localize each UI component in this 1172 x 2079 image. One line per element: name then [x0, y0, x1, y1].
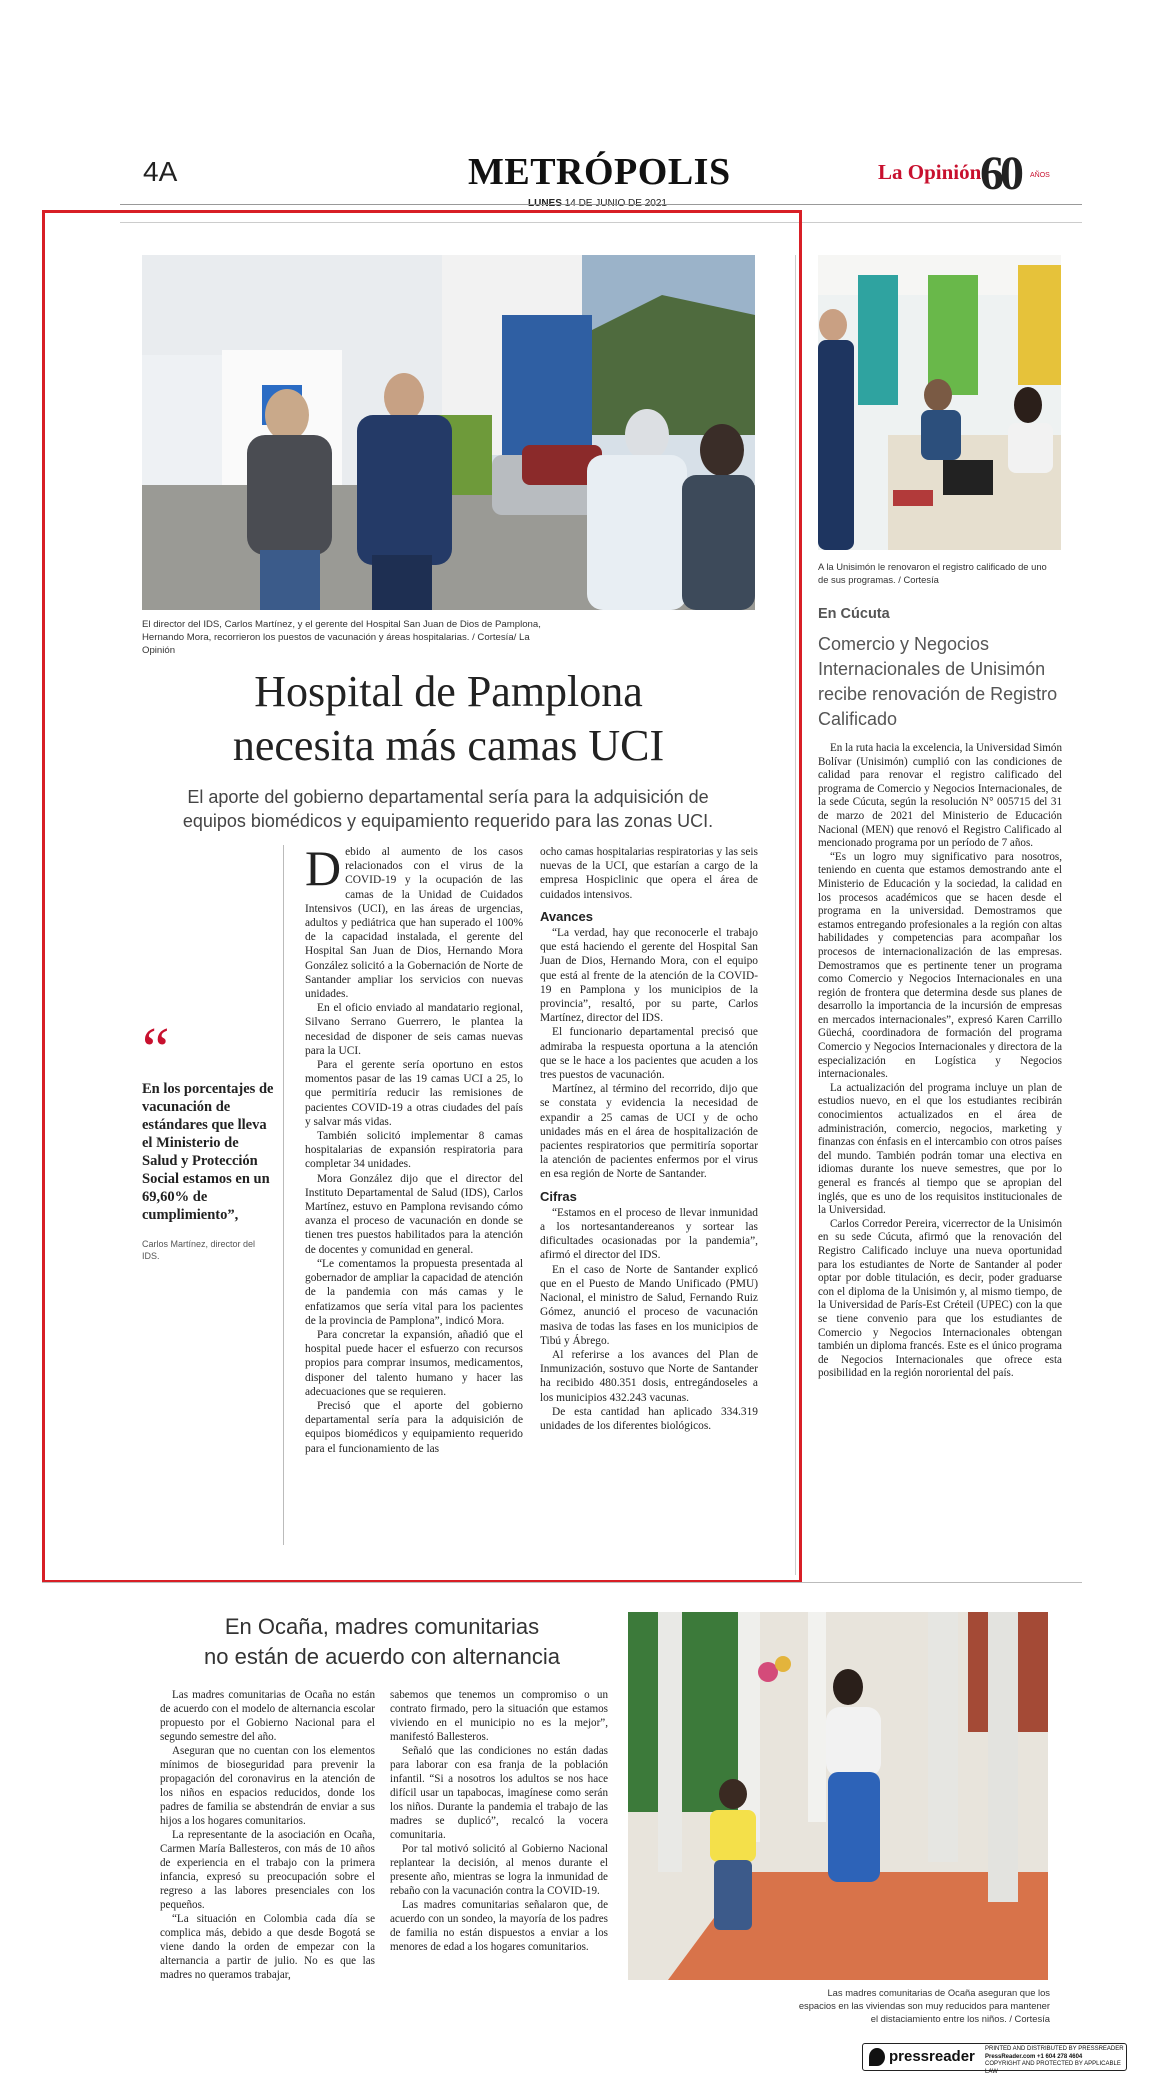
pressreader-line1: PRINTED AND DISTRIBUTED BY PRESSREADER — [985, 2046, 1124, 2052]
side-p3: La actualización del programa incluye un plan de estudios nuevo, en el que los estudiantes recibirán conocimientos actualizados en el área de administración, comercio, negocios, marketing y finanzas con énfasis en el intercambio con otros países del mundo. También podrán tomar una electiva en idiomas durante los nueve semestres, que por lo general es francés al tiempo que se apropian del inglés, que es uno de los requisitos institucionales de la Universidad. — [818, 1081, 1062, 1217]
bottom-col2-p2: Señaló que las condiciones no están dadas para laborar con esa franja de la población infantil. “Si a nosotros los adultos se nos hace difícil usar un tapabocas, imagínese como serán los niños. Durante la pandemia el trabajo de las madres se duplicó”, recalcó la vocera comunitaria. — [390, 1745, 608, 1841]
side-photo-caption: A la Unisimón le renovaron el registro calificado de uno de sus programas. / Cortesía — [818, 561, 1047, 585]
newspaper-logo — [878, 147, 1063, 200]
main-col1-p1: ebido al aumento de los casos relacionados con el virus de la COVID-19 y la ocupación de las camas de la Unidad de Cuidados Intensivos (UCI), en las áreas de urgencias, adultos y pediátrica que han superado el 100% de la capacidad instalada, el gerente del Hospital San Juan de Dios, Hernando Mora González solicitó a la Gobernación de Norte de Santander ampliar los servicios con nuevas unidades. — [305, 846, 523, 1001]
main-photo-caption: El director del IDS, Carlos Martínez, y el gerente del Hospital San Juan de Dios de Pamplona, Hernando Mora, recorrieron los puestos de vacunación y áreas hospitalarias. / Cortesía/ La Opinión — [142, 619, 541, 656]
main-col2-av1: “La verdad, hay que reconocerle el trabajo que está haciendo el gerente del Hospital San Juan de Dios, Hernando Mora, con el equipo que está al frente de la atención de la COVID-19 en Pamplona y los municipios de la provincia”, resaltó, por su parte, Carlos Martínez, director del IDS. — [540, 927, 758, 1025]
main-col1-p6: “Le comentamos la propuesta presentada al gobernador de ampliar la capacidad de atención de la pandemia con más camas y le enfatizamos que sería vital para los pacientes de la provincia de Pamplona”, indicó Mora. — [305, 1257, 523, 1327]
logo-years: AÑOS — [1030, 172, 1050, 179]
pressreader-line2: PressReader.com +1 604 278 4604 — [985, 2053, 1083, 2060]
side-p1: En la ruta hacia la excelencia, la Universidad Simón Bolívar (Unisimón) cumplió con las condiciones de calidad para renovar el registro calificado del programa de Comercio y Negocios Internacionales, de la sede Cúcuta, según la resolución N° 005715 del 31 de marzo de 2021 del Ministerio de Educación Nacional (MEN) que renovó el Registro Calificado al mencionado programa por un período de 7 años. — [818, 742, 1062, 850]
bottom-col1-p4: “La situación en Colombia cada día se complica más, debido a que desde Bogotá se viene dando la orden de empezar con la alternancia a partir de julio. No es que las madres no queramos trabajar, — [160, 1913, 375, 1981]
pullquote-rule — [283, 845, 284, 1545]
main-headline-line1: Hospital de Pamplona — [254, 667, 643, 716]
side-photo — [818, 255, 1061, 550]
bottom-col1-p3: La representante de la asociación en Ocaña, Carmen María Ballesteros, con más de 10 años de experiencia en el trabajo con la primera infancia, expresó su preocupación sobre el regreso a las labores presenciales con los pequeños. — [160, 1829, 375, 1911]
hospital-scene-image — [142, 255, 755, 610]
main-col2-ci3: Al referirse a los avances del Plan de Inmunización, sostuvo que Norte de Santander ha recibido 480.351 dosis, entregándoseles a los municipios 432.243 vacunas. — [540, 1348, 758, 1404]
side-kicker: En Cúcuta — [818, 606, 890, 622]
page-number: 4A — [143, 156, 178, 187]
bottom-column-2 — [390, 1688, 608, 1954]
side-headline: Comercio y Negocios Internacionales de Unisimón recibe renovación de Registro Calificado — [818, 634, 1058, 729]
side-p2: “Es un logro muy significativo para nosotros, teniendo en cuenta que estamos demostrando ante el Ministerio de Educación y la sociedad, la calidad en los procesos académicos que se hacen desde el programa en la universidad. Demostramos que estamos entregando profesionales a la región con altas habilidades y competencias para acompañar los procesos de internacionalización de las empresas. Demostramos que es pertinente tener un programa como Comercio y Negocios Internacionales en una región de frontera que determina desde sus planes de desarrollo la importancia de la incursión de empresas en mercados internacionales”, expresó Karen Carrillo Güechá, coordinadora de formación del programa Comercio y Negocios Internacionales y directora de la especialización en Logística y Negocios internacionales. — [818, 850, 1062, 1081]
bottom-col1-p1: Las madres comunitarias de Ocaña no están de acuerdo con el modelo de alternancia escolar propuesto por el Gobierno Nacional para el segundo semestre del año. — [160, 1689, 375, 1743]
main-col2-ci4: De esta cantidad han aplicado 334.319 unidades de los diferentes biológicos. — [540, 1405, 758, 1432]
main-col2-av3: Martínez, al término del recorrido, dijo que se constata y evidencia la necesidad de expandir a 25 camas de UCI y de ocho unidades más en el área de hospitalización de pacientes respiratorios que permitiría soportar la atención de pacientes enfermos por el virus en esa región de Norte de Santander. — [540, 1083, 758, 1181]
bottom-column-1 — [160, 1688, 375, 1982]
main-col2-ci1: “Estamos en el proceso de llevar inmunidad a los nortesantandereanos y sortear las dificultades ocasionadas por la pandemia”, afirmó el director del IDS. — [540, 1206, 758, 1262]
bottom-photo-caption: Las madres comunitarias de Ocaña aseguran que los espacios en las viviendas son muy reducidos para mantener el distaciamiento entre los niños. / Cortesía — [798, 1987, 1050, 2024]
corridor-children-image — [628, 1612, 1048, 1980]
bottom-headline-line1: En Ocaña, madres comunitarias — [224, 1614, 540, 1639]
main-col2-intro: ocho camas hospitalarias respiratorias y las seis nuevas de la UCI, que estarían a cargo de la empresa Hospiclinic que opera el área de cuidados intensivos. — [540, 846, 758, 901]
logo-60: 60 — [980, 147, 1020, 200]
pressreader-line3: COPYRIGHT AND PROTECTED BY APPLICABLE LAW — [985, 2061, 1121, 2075]
side-body — [818, 742, 1062, 1381]
main-deck: El aporte del gobierno departamental sería para la adquisición de equipos biomédicos y equipamiento requerido para las zonas UCI. — [182, 787, 714, 831]
bottom-col2-p3: Por tal motivó solicitó al Gobierno Nacional replantear la decisión, al menos durante el presente año, mientras se logra la inmunidad de rebaño con la vacunación contra la COVID-19. — [390, 1843, 608, 1897]
pressreader-brand: pressreader — [889, 2048, 975, 2065]
main-headline-line2: necesita más camas UCI — [232, 721, 665, 770]
bottom-headline — [142, 1612, 622, 1672]
subhead-cifras: Cifras — [540, 1188, 577, 1204]
header-rule — [120, 204, 1082, 205]
pressreader-icon — [869, 2048, 885, 2066]
bottom-col1-p2: Aseguran que no cuentan con los elementos mínimos de bioseguridad para prevenir la propagación del coronavirus en la atención de los niños en espacios reducidos, donde los padres de familia se abstendrán de enviar a sus hijos a los hogares comunitarios. — [160, 1745, 375, 1827]
main-col1-p7: Para concretar la expansión, añadió que el hospital puede hacer el esfuerzo con recursos propios para comprar insumos, medicamentos, disponer del talento humano y hacer las adecuaciones que se requieren. — [305, 1328, 523, 1398]
main-col1-p4: También solicitó implementar 8 camas hospitalarias de expansión respiratoria para completar 34 unidades. — [305, 1130, 523, 1171]
main-headline — [142, 665, 755, 773]
main-column-1 — [305, 840, 523, 1456]
logo-name: La Opinión — [878, 160, 982, 184]
main-col1-p5: Mora González dijo que el director del Instituto Departamental de Salud (IDS), Carlos Martínez, estuvo en Pamplona revisando cómo avanza el proceso de vacunación en donde se tienen tres puestos habilitados para la atención de docentes y comunidad en general. — [305, 1172, 523, 1256]
main-col2-av2: El funcionario departamental precisó que admiraba la respuesta oportuna a la atención que se le hace a los pacientes que acuden a los tres puestos de vacunación. — [540, 1026, 758, 1082]
pullquote-text: En los porcentajes de vacunación de estándares que lleva el Ministerio de Salud y Protección Social estamos en un 69,60% de cumplimiento”, — [142, 1081, 274, 1223]
main-column-2 — [540, 845, 758, 1433]
section-title: METRÓPOLIS — [468, 151, 731, 193]
dropcap: D — [305, 840, 342, 896]
pullquote-attribution: Carlos Martínez, director del IDS. — [142, 1239, 256, 1261]
pullquote-mark: “ — [142, 1016, 170, 1084]
pressreader-badge — [862, 2043, 1127, 2075]
bottom-photo — [628, 1612, 1048, 1980]
main-photo — [142, 255, 755, 610]
main-col1-p8: Precisó que el aporte del gobierno departamental sería para la adquisición de equipos biomédicos y equipamiento requerido para el funcionamiento de las — [305, 1399, 523, 1455]
side-p4: Carlos Corredor Pereira, vicerrector de la Unisimón en su sede Cúcuta, afirmó que la renovación del Registro Calificado incluye una nueva oportunidad para los estudiantes de Norte de Santander al poder optar por doble titulación, es decir, poder graduarse con el diploma de la Unisimón y, al mismo tiempo, de la Universidad de París-Est Créteil (UPEC) con la que se tiene convenio para que los estudiantes de Comercio y Negocios Internacionales obtengan también un diploma francés. Este es el único programa de Negocios Internacionales que ofrece esta posibilidad en la región nororiental del país. — [818, 1217, 1062, 1380]
main-col1-p2: En el oficio enviado al mandatario regional, Silvano Serrano Guerrero, le plantea la necesidad de disponer de seis camas nuevas para la UCI. — [305, 1002, 523, 1057]
column-divider — [795, 255, 796, 1575]
section-separator — [42, 1582, 1082, 1583]
pressreader-lines — [985, 2046, 1126, 2076]
classroom-image — [818, 255, 1061, 550]
main-col1-p3: Para el gerente sería oportuno en estos momentos pasar de las 19 camas UCI a 25, lo que permitiría reducir las remisiones de pacientes COVID-19 a otras ciudades del país y salvar más vidas. — [305, 1059, 523, 1128]
bottom-col2-p4: Las madres comunitarias señalaron que, de acuerdo con un sondeo, la mayoría de los padres de familia no están dispuestos a enviar a los menores de edad a los hogares comunitarios. — [390, 1899, 608, 1953]
main-col2-ci2: En el caso de Norte de Santander explicó que en el Puesto de Mando Unificado (PMU) Nacional, el ministro de Salud, Fernando Ruiz Gómez, anunció el proceso de vacunación masiva de todas las fases en los municipios de Tibú y Ábrego. — [540, 1263, 758, 1347]
subhead-avances: Avances — [540, 908, 593, 924]
bottom-col2-p1: sabemos que tenemos un compromiso o un contrato firmado, pero la situación que estamos viviendo en el municipio no es la mejor”, manifestó Ballesteros. — [390, 1689, 608, 1743]
bottom-headline-line2: no están de acuerdo con alternancia — [204, 1644, 560, 1669]
